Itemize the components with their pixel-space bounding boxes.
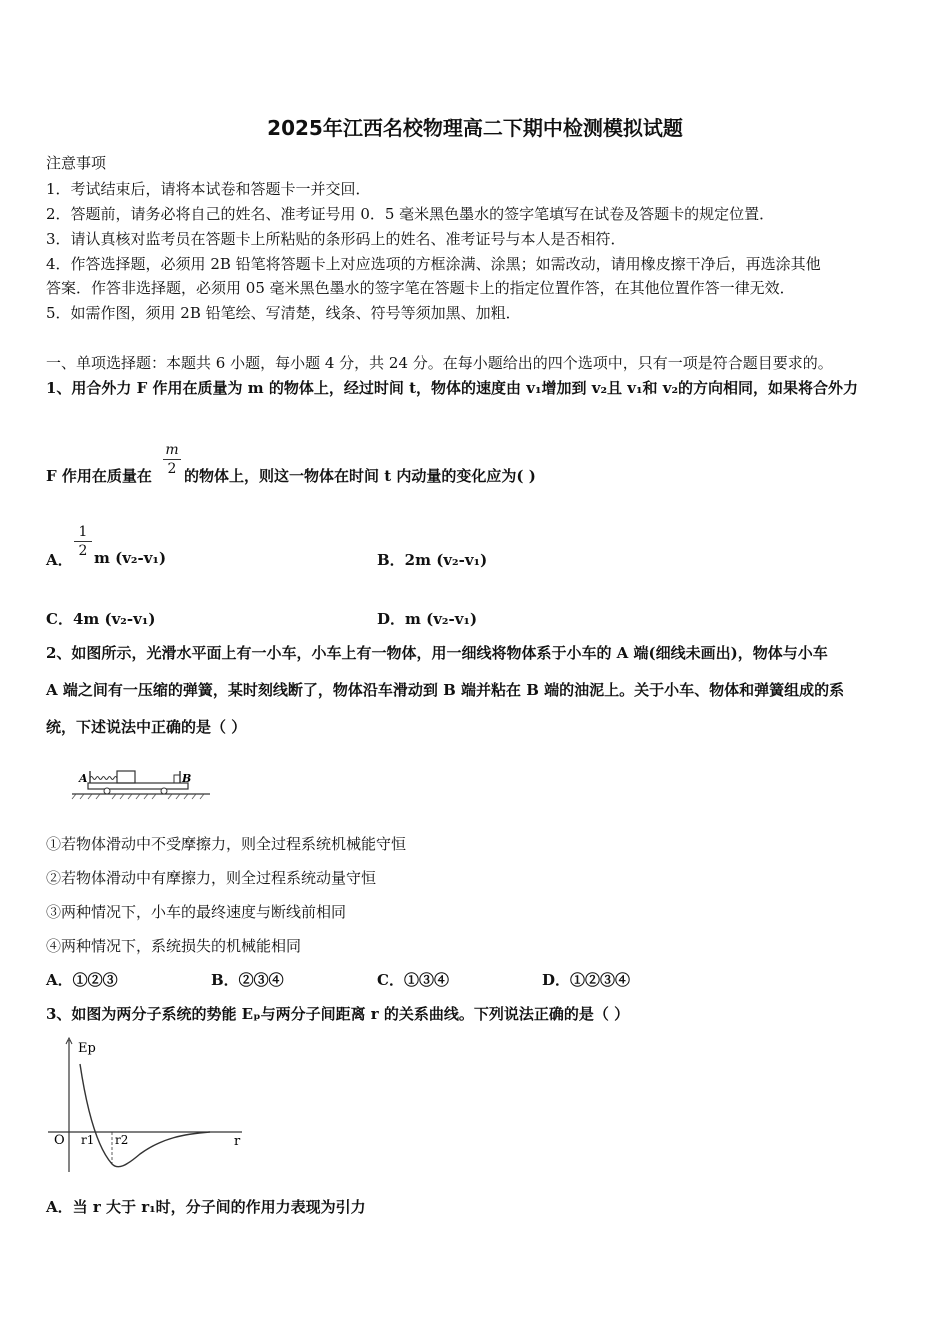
sliding-block [117,771,135,783]
fraction-bar [74,541,92,542]
q2-line-1: 2、如图所示，光滑水平面上有一小车，小车上有一物体，用一细线将物体系于小车的 A 端(细线未画出)，物体与小车 [46,644,828,662]
r-axis-label: r [234,1134,241,1149]
q1-line-2-post: 的物体上，则这一物体在时间 t 内动量的变化应为( ) [184,467,536,485]
q1-frac-den: 2 [167,461,177,477]
q1-frac-num: m [165,442,179,458]
q2-option-a[interactable]: A．①②③ [46,971,118,989]
label-b: B [182,772,192,785]
page-title: 2025年江西名校物理高二下期中检测模拟试题 [267,116,683,140]
ep-axis-label: Ep [78,1041,96,1056]
notice-item-4-cont: 答案．作答非选择题，必须用 05 毫米黑色墨水的签字笔在答题卡上的指定位置作答，在其他位置作答一律无效． [46,279,795,297]
q2-statement-3: ③两种情况下，小车的最终速度与断线前相同 [46,903,347,921]
putty-block [174,775,180,783]
q3-option-a[interactable]: A．当 r 大于 r₁时，分子间的作用力表现为引力 [46,1198,366,1216]
q1-fraction-m-over-2 [163,442,181,477]
notice-item-5: 5．如需作图，须用 2B 铅笔绘、写清楚，线条、符号等须加黑、加粗． [46,304,521,322]
notice-item-2: 2．答题前，请务必将自己的姓名、准考证号用 0．5 毫米黑色墨水的签字笔填写在试卷及答题卡的规定位置． [46,205,775,223]
r2-label: r2 [115,1133,129,1147]
notice-heading: 注意事项 [46,154,107,172]
q2-statement-1: ①若物体滑动中不受摩擦力，则全过程系统机械能守恒 [46,835,407,853]
cart-spring-figure [70,756,215,800]
notice-item-3: 3．请认真核对监考员在答题卡上所粘贴的条形码上的姓名、准考证号与本人是否相符． [46,230,626,248]
q2-line-2: A 端之间有一压缩的弹簧，某时刻线断了，物体沿车滑动到 B 端并粘在 B 端的油泥上。关于小车、物体和弹簧组成的系 [46,681,845,699]
q1-option-a-fraction [74,524,92,559]
q1-line-2-pre: F 作用在质量在 [46,467,152,485]
notice-item-4: 4．作答选择题，必须用 2B 铅笔将答题卡上对应选项的方框涂满、涂黑；如需改动，请用橡皮擦干净后，再选涂其他 [46,255,821,273]
q1-option-a-label[interactable]: A． [46,551,73,569]
cart-wheel-right [161,788,167,794]
q3-line-1: 3、如图为两分子系统的势能 Eₚ与两分子间距离 r 的关系曲线。下列说法正确的是（ ） [46,1005,630,1023]
q2-option-d[interactable]: D．①②③④ [542,971,631,989]
q2-option-c[interactable]: C．①③④ [377,971,449,989]
r1-label: r1 [81,1133,95,1147]
section-heading: 一、单项选择题：本题共 6 小题，每小题 4 分，共 24 分。在每小题给出的四个选项中，只有一项是符合题目要求的。 [46,354,833,372]
q2-line-3: 统，下述说法中正确的是（ ） [46,718,247,736]
fraction-bar [163,459,181,460]
ep-r-curve-figure [44,1034,254,1178]
q1-option-d[interactable]: D．m (v₂-v₁) [377,610,478,628]
q1-option-c[interactable]: C．4m (v₂-v₁) [46,610,156,628]
q1-line-1: 1、用合外力 F 作用在质量为 m 的物体上，经过时间 t，物体的速度由 v₁增加到 v₂且 v₁和 v₂的方向相同，如果将合外力 [46,379,859,397]
q2-statement-2: ②若物体滑动中有摩擦力，则全过程系统动量守恒 [46,869,377,887]
origin-label: O [54,1133,65,1148]
q2-option-b[interactable]: B．②③④ [211,971,284,989]
cart-body [88,783,188,789]
cart-wheel-left [104,788,110,794]
q1-opta-den: 2 [78,543,88,559]
q1-opta-num: 1 [78,524,88,540]
compressed-spring [90,777,117,780]
label-a: A [79,772,88,785]
q1-option-b[interactable]: B．2m (v₂-v₁) [377,551,488,569]
ground-hatch [72,794,204,799]
potential-energy-curve [80,1064,210,1167]
q2-statement-4: ④两种情况下，系统损失的机械能相同 [46,937,302,955]
notice-item-1: 1．考试结束后，请将本试卷和答题卡一并交回． [46,180,371,198]
q1-option-a-text[interactable]: m (v₂-v₁) [94,549,167,567]
